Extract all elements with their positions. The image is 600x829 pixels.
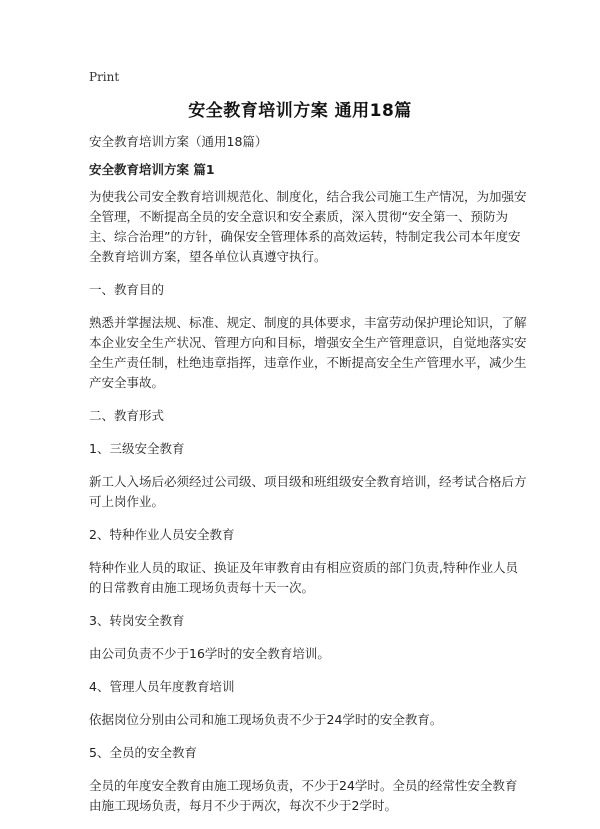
special-operations-paragraph: 特种作业人员的取证、换证及年审教育由有相应资质的部门负责,特种作业人员的日常教育由施工现场负责每十天一次。 — [89, 560, 518, 595]
heading-education-form: 二、教育形式 — [89, 408, 165, 423]
page-title: 安全教育培训方案 通用18篇 — [188, 101, 412, 121]
subheading-manager-training: 4、管理人员年度教育培训 — [89, 679, 235, 694]
section-title: 安全教育培训方案 篇1 — [89, 162, 215, 177]
intro-paragraph: 为使我公司安全教育培训规范化、制度化，结合我公司施工生产情况，为加强安全管理，不断提高全员的安全意识和安全素质，深入贯彻“安全第一、预防为主、综合治理”的方针，确保安全管理体系的高效运转，特制定我公司本年度安全教育培训方案，望各单位认真遵守执行。 — [89, 189, 527, 264]
print-link[interactable]: Print — [89, 70, 120, 84]
subheading-all-staff: 5、全员的安全教育 — [89, 745, 197, 760]
job-transfer-paragraph: 由公司负责不少于16学时的安全教育培训。 — [89, 646, 330, 661]
manager-training-paragraph: 依据岗位分别由公司和施工现场负责不少于24学时的安全教育。 — [89, 712, 443, 727]
purpose-paragraph: 熟悉并掌握法规、标准、规定、制度的具体要求，丰富劳动保护理论知识，了解本企业安全生产状况、管理方向和目标，增强安全生产管理意识，自觉地落实安全生产责任制，杜绝违章指挥，违章作业，不断提高安全生产管理水平，减少生产安全事故。 — [89, 315, 527, 390]
subheading-special-operations: 2、特种作业人员安全教育 — [89, 527, 235, 542]
document-subtitle: 安全教育培训方案（通用18篇） — [89, 134, 268, 149]
document-body — [89, 132, 529, 829]
three-level-paragraph: 新工人入场后必须经过公司级、项目级和班组级安全教育培训，经考试合格后方可上岗作业。 — [89, 474, 527, 509]
subheading-job-transfer: 3、转岗安全教育 — [89, 613, 185, 628]
subheading-three-level: 1、三级安全教育 — [89, 441, 185, 456]
all-staff-paragraph: 全员的年度安全教育由施工现场负责，不少于24学时。全员的经常性安全教育由施工现场负责，每月不少于两次，每次不少于2学时。 — [89, 778, 518, 813]
heading-education-purpose: 一、教育目的 — [89, 282, 165, 297]
